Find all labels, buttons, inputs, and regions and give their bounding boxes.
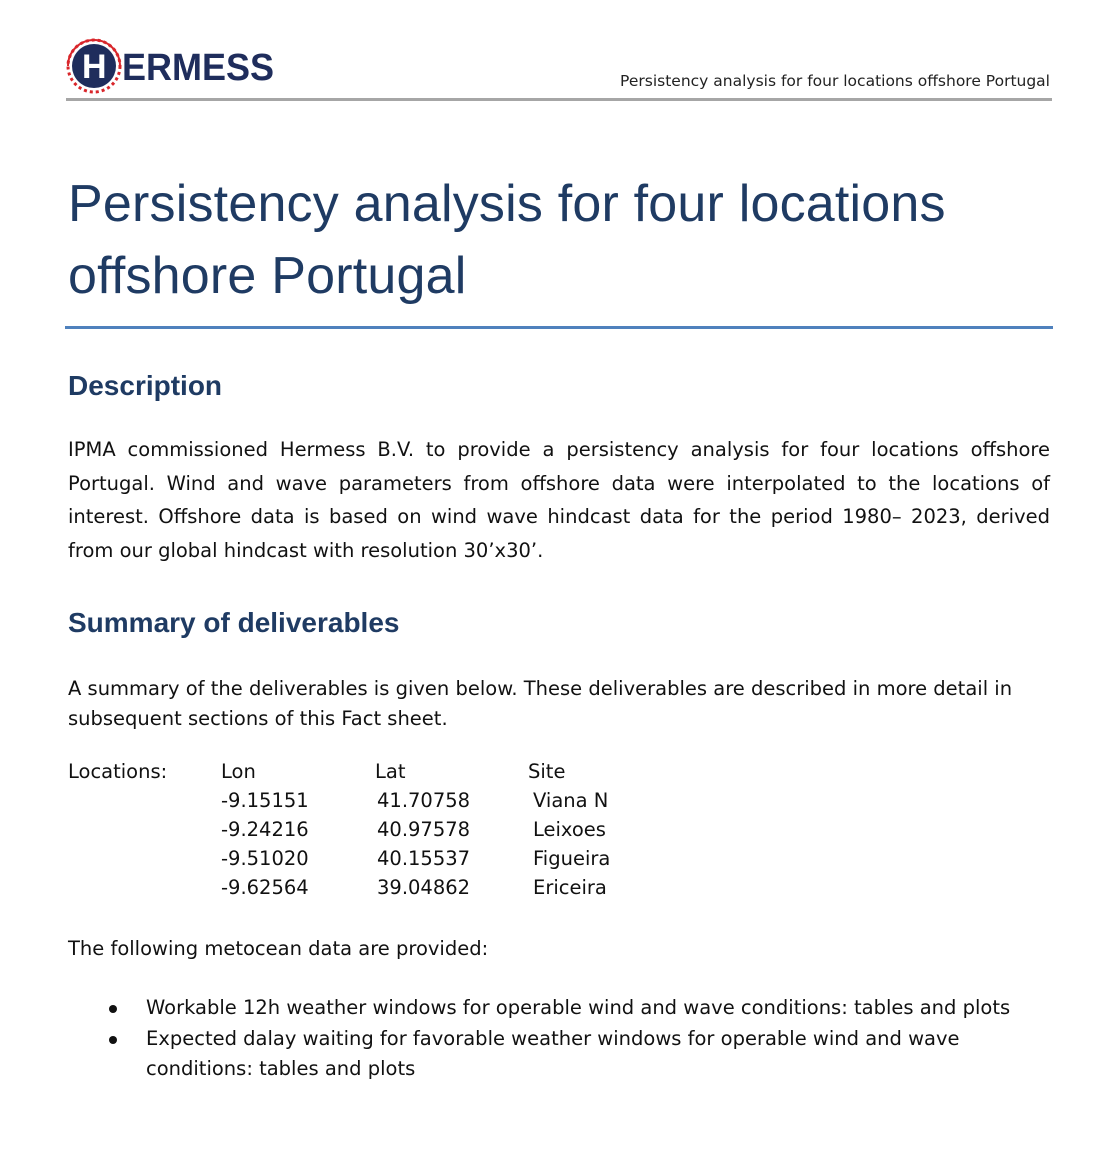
bullet-icon: [109, 1036, 117, 1044]
lat-cell: 41.70758: [377, 789, 471, 812]
list-item: [68, 993, 1048, 1023]
column-header-lat: Lat: [375, 760, 406, 783]
document-title: Persistency analysis for four locations offshore Portugal: [68, 175, 946, 305]
bullet-icon: [109, 1005, 117, 1013]
table-row: [68, 818, 668, 847]
table-row: [68, 847, 668, 876]
description-heading: Description: [68, 370, 223, 401]
page-header: [66, 30, 1052, 101]
lat-cell: 40.97578: [377, 818, 471, 841]
running-head: Persistency analysis for four locations offshore Portugal: [620, 72, 1050, 90]
hermess-logo: [66, 34, 278, 96]
deliverables-list: [68, 993, 1048, 1085]
table-row: [68, 876, 668, 905]
site-cell: Viana N: [533, 789, 609, 812]
locations-table: [68, 760, 668, 905]
lon-cell: -9.62564: [221, 876, 309, 899]
svg-text:H: H: [82, 48, 107, 86]
locations-header-row: [68, 760, 668, 789]
lat-cell: 40.15537: [377, 847, 471, 870]
lat-cell: 39.04862: [377, 876, 471, 899]
lon-cell: -9.24216: [221, 818, 309, 841]
column-header-lon: Lon: [221, 760, 256, 783]
site-cell: Ericeira: [533, 876, 607, 899]
list-item-text: Expected dalay waiting for favorable weather windows for operable wind and wave conditions: tables and plots: [146, 1027, 960, 1080]
provided-intro: The following metocean data are provided:: [68, 937, 489, 960]
lon-cell: -9.51020: [221, 847, 309, 870]
list-item: [68, 1024, 1048, 1084]
locations-label: Locations:: [68, 760, 168, 783]
site-cell: Leixoes: [533, 818, 606, 841]
table-row: [68, 789, 668, 818]
description-text: IPMA commissioned Hermess B.V. to provide a persistency analysis for four locations offshore Portugal. Wind and wave parameters from offshore data were interpolated to the locations of interest. Offshore data is based on wind wave hindcast data for the period 1980– 2023, derived from our global hindcast with resolution 30’x30’.: [68, 438, 1050, 562]
column-header-site: Site: [528, 760, 566, 783]
list-item-text: Workable 12h weather windows for operable wind and wave conditions: tables and plots: [146, 996, 1011, 1019]
site-cell: Figueira: [533, 847, 611, 870]
lon-cell: -9.15151: [221, 789, 309, 812]
summary-heading: Summary of deliverables: [68, 607, 400, 638]
summary-intro: A summary of the deliverables is given below. These deliverables are described in more detail in subsequent sections of this Fact sheet.: [68, 677, 1013, 730]
title-divider: [65, 326, 1053, 329]
svg-text:ERMESS: ERMESS: [122, 47, 274, 89]
